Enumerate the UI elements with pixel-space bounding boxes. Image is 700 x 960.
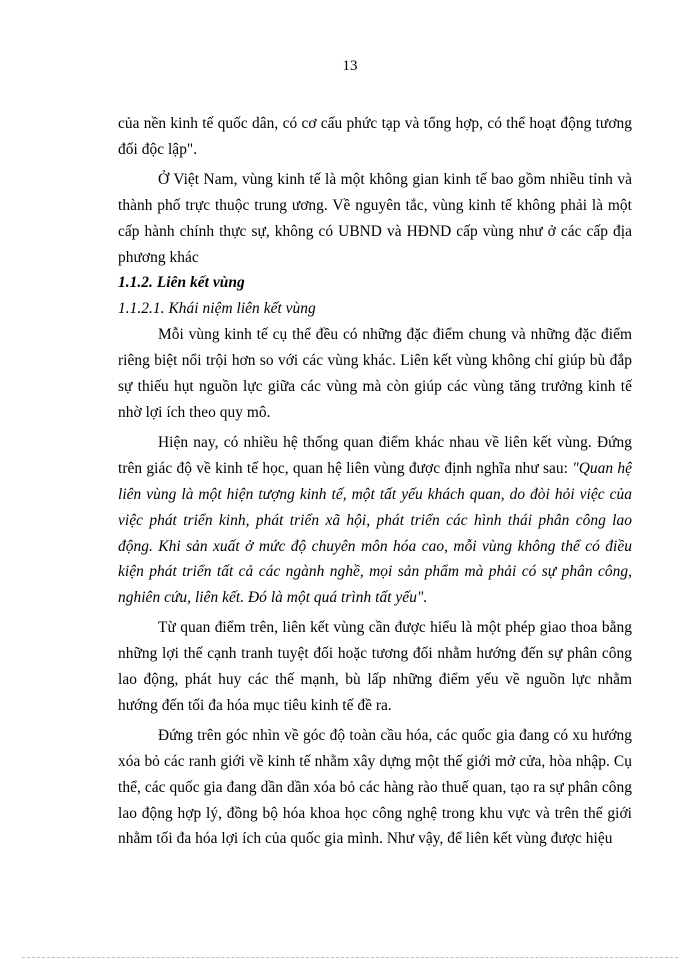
paragraph-region-features: Mỗi vùng kinh tế cụ thể đều có những đặc điểm chung và những đặc điểm riêng biệt nổi trội hơn so với các vùng khác. Liên kết vùng không chỉ giúp bù đắp sự thiếu hụt nguồn lực giữa các vùng mà còn giúp các vùng tăng trưởng kinh tế nhờ lợi ích theo quy mô.: [118, 326, 632, 421]
subsection-heading: 1.1.2.1. Khái niệm liên kết vùng: [118, 300, 316, 318]
page-bottom-divider: [22, 957, 678, 958]
paragraph-continuation: của nền kinh tế quốc dân, có cơ cấu phức tạp và tổng hợp, có thể hoạt động tương đối độc lập".: [118, 115, 632, 158]
document-body: [118, 111, 632, 852]
paragraph-vietnam-regions: Ở Việt Nam, vùng kinh tế là một không gian kinh tế bao gồm nhiều tỉnh và thành phố trực thuộc trung ương. Về nguyên tắc, vùng kinh tế không phải là một cấp hành chính thực sự, không có UBND và HĐND cấp vùng như ở các cấp địa phương khác: [118, 170, 632, 266]
paragraph-interpretation: Từ quan điểm trên, liên kết vùng cần được hiểu là một phép giao thoa bằng những lợi thế cạnh tranh tuyệt đối hoặc tương đối nhằm hướng đến sự phân công lao động, phát huy các thế mạnh, bù lấp những điểm yếu về nguồn lực nhằm hướng đến tối đa hóa mục tiêu kinh tế đề ra.: [118, 619, 632, 714]
page-number: 13: [342, 58, 358, 74]
paragraph-definition: [118, 430, 632, 611]
definition-quote: "Quan hệ liên vùng là một hiện tượng kinh tế, một tất yếu khách quan, do đòi hỏi việc của việc phát triển kinh, phát triển xã hội, phát triển các hình thái phân công lao động. Khi sản xuất ở mức độ chuyên môn hóa cao, mỗi vùng không thể có điều kiện phát triển tất cả các ngành nghề, mọi sản phẩm mà phải có sự phân công, nghiên cứu, liên kết. Đó là một quá trình tất yếu".: [118, 459, 632, 607]
paragraph-globalization: Đứng trên góc nhìn về góc độ toàn cầu hóa, các quốc gia đang có xu hướng xóa bỏ các ranh giới về kinh tế nhằm xây dựng một thế giới mở cửa, hòa nhập. Cụ thể, các quốc gia đang dần dần xóa bỏ các hàng rào thuế quan, tạo ra sự phân công lao động hợp lý, đồng bộ hóa khoa học công nghệ trong khu vực và trên thế giới nhằm tối đa hóa lợi ích của quốc gia mình. Như vậy, để liên kết vùng được hiệu: [118, 726, 632, 848]
section-heading: 1.1.2. Liên kết vùng: [118, 274, 245, 292]
definition-lead: Hiện nay, có nhiều hệ thống quan điểm khác nhau về liên kết vùng. Đứng trên giác độ về kinh tế học, quan hệ liên vùng được định nghĩa như sau:: [118, 433, 632, 477]
